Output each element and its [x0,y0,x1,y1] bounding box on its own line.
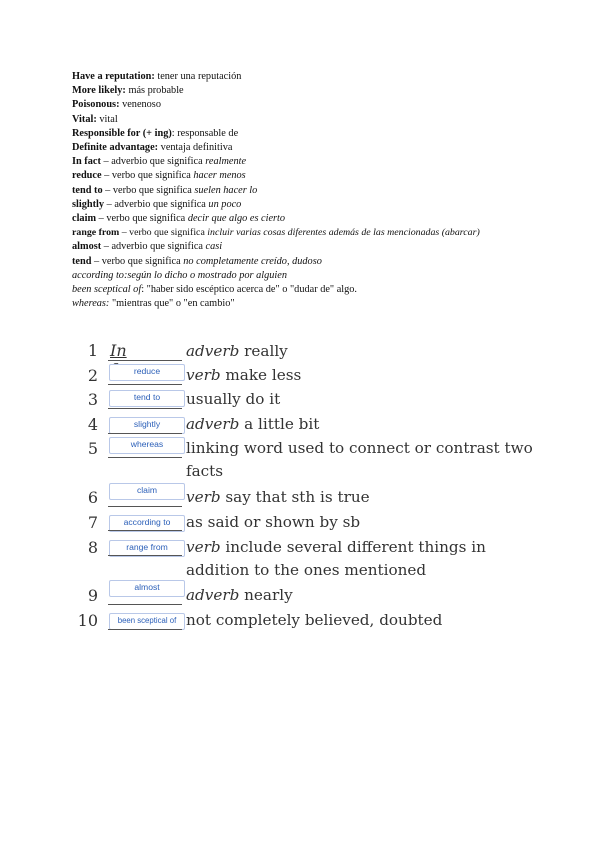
vocabulary-notes [72,70,572,311]
note-meaning: tener una reputación [157,71,242,82]
note-meaning-italic: incluir varias cosas diferentes además de las mencionadas (abarcar) [207,227,480,239]
answer-blank-line [108,604,182,605]
note-line [72,169,572,183]
note-line [72,198,572,212]
part-of-speech: verb [186,488,221,506]
part-of-speech: adverb [186,342,240,360]
definition [186,584,536,607]
definition [186,388,536,411]
part-of-speech: verb [186,538,221,556]
definition-text: include several different things in addition to the ones mentioned [186,538,486,579]
definition-text: linking word used to connect or contrast two facts [186,439,533,480]
definition [186,511,536,534]
note-term: slightly [72,198,105,210]
answer-blank-line [108,457,182,458]
answer-field[interactable]: almost [109,580,185,597]
note-line [72,84,572,98]
part-of-speech: verb [186,366,221,384]
note-meaning: verbo que significa [111,170,194,182]
note-meaning-italic: no completamente creído, dudoso [183,255,322,267]
item-number: 3 [87,390,98,409]
note-meaning-italic: suelen hacer lo [194,184,258,196]
item-number: 2 [87,366,98,385]
definition [186,340,536,363]
note-line [72,226,572,240]
item-number: 9 [87,586,98,605]
note-line [72,297,572,311]
note-separator: – [104,198,115,210]
item-number: 8 [87,538,98,557]
answer-field[interactable]: slightly [109,417,185,434]
note-term: tend to [72,184,103,196]
note-separator: – [100,156,112,168]
item-number: 4 [87,415,98,434]
answer-blank-line [108,530,182,531]
note-term: claim [72,213,97,225]
part-of-speech: adverb [186,415,240,433]
answer-field[interactable]: tend to [109,390,185,407]
note-line [72,255,572,269]
answer-field[interactable]: claim [109,483,185,500]
answer-blank-line [108,384,182,385]
note-meaning: adverbio que significa [114,198,209,210]
definition-text: a little bit [239,415,320,433]
definition [186,413,536,436]
item-number: 1 [87,341,98,360]
note-meaning: "mientras que" o "en cambio" [109,298,235,310]
note-meaning: verbo que significa [106,213,188,225]
answer-blank-line [108,555,182,556]
note-term-italic: been sceptical of [72,284,142,296]
answer-text: In [110,341,127,360]
definition [186,437,536,483]
note-term: In fact [72,156,101,168]
definition-text: nearly [239,586,293,604]
note-meaning: adverbio que significa [111,156,206,168]
note-line [72,212,572,226]
item-number: 5 [87,439,98,458]
note-meaning: venenoso [122,99,161,111]
item-number: 6 [87,488,98,507]
note-separator: – [96,213,107,225]
note-term: tend [72,255,92,267]
note-meaning: verbo que significa [129,227,208,239]
note-term: range from [72,227,120,239]
item-number: 10 [77,611,98,630]
note-separator: – [119,227,130,239]
note-line [72,240,572,254]
definition-text: really [239,342,288,360]
definition-text: as said or shown by sb [186,513,361,531]
answer-blank-line [108,506,182,507]
note-line [72,98,572,112]
note-term: More likely: [72,85,126,97]
note-meaning: ventaja definitiva [160,142,233,154]
part-of-speech: adverb [186,586,240,604]
note-meaning: verbo que significa [112,184,195,196]
definition [186,536,536,582]
answer-blank-line [108,629,182,630]
note-line [72,269,572,283]
answer-blank-line [108,433,182,434]
note-separator: – [101,241,112,253]
note-meaning: : "haber sido escéptico acerca de" o "dudar de" algo. [141,284,357,296]
note-line [72,141,572,155]
definition-text: say that sth is true [220,488,370,506]
note-meaning: vital [99,113,118,125]
note-term: Poisonous: [72,99,120,111]
note-separator: – [102,184,113,196]
note-term-italic: according to: [72,269,128,281]
answer-blank-line [108,408,182,409]
definition [186,609,536,632]
note-line [72,127,572,141]
note-term: Responsible for (+ ing) [72,127,172,139]
note-meaning: más probable [128,85,184,97]
answer-blank-line [108,360,182,361]
item-number: 7 [87,513,98,532]
definition-text: usually do it [186,390,281,408]
note-term: Definite advantage: [72,142,159,154]
note-meaning-italic: realmente [205,156,247,168]
note-separator: – [101,170,112,182]
note-term: Have a reputation: [72,71,155,82]
note-meaning-italic: hacer menos [193,170,246,182]
note-term: Vital: [72,113,97,125]
note-meaning: verbo que significa [101,255,184,267]
note-line [72,70,572,84]
definition [186,486,536,509]
note-meaning-italic: casi [205,241,223,253]
note-line [72,283,572,297]
definition [186,364,536,387]
note-meaning-italic: decir que algo es cierto [187,213,286,225]
note-meaning-italic: según lo dicho o mostrado por alguien [127,269,287,281]
note-separator: : [171,127,178,139]
note-meaning-italic: un poco [208,198,242,210]
note-meaning: responsable de [177,127,239,139]
answer-field[interactable]: range from [109,540,185,557]
note-term-italic: whereas: [72,298,110,310]
definition-text: make less [220,366,302,384]
note-term: almost [72,241,102,253]
note-line [72,155,572,169]
answer-field[interactable]: whereas [109,437,185,454]
answer-field[interactable]: reduce [109,364,185,381]
answer-field[interactable]: been sceptical of [109,613,185,630]
note-separator: – [91,255,102,267]
note-line [72,184,572,198]
note-meaning: adverbio que significa [111,241,206,253]
definition-text: not completely believed, doubted [186,611,443,629]
note-term: reduce [72,170,102,182]
note-line [72,113,572,127]
answer-field[interactable]: according to [109,515,185,532]
